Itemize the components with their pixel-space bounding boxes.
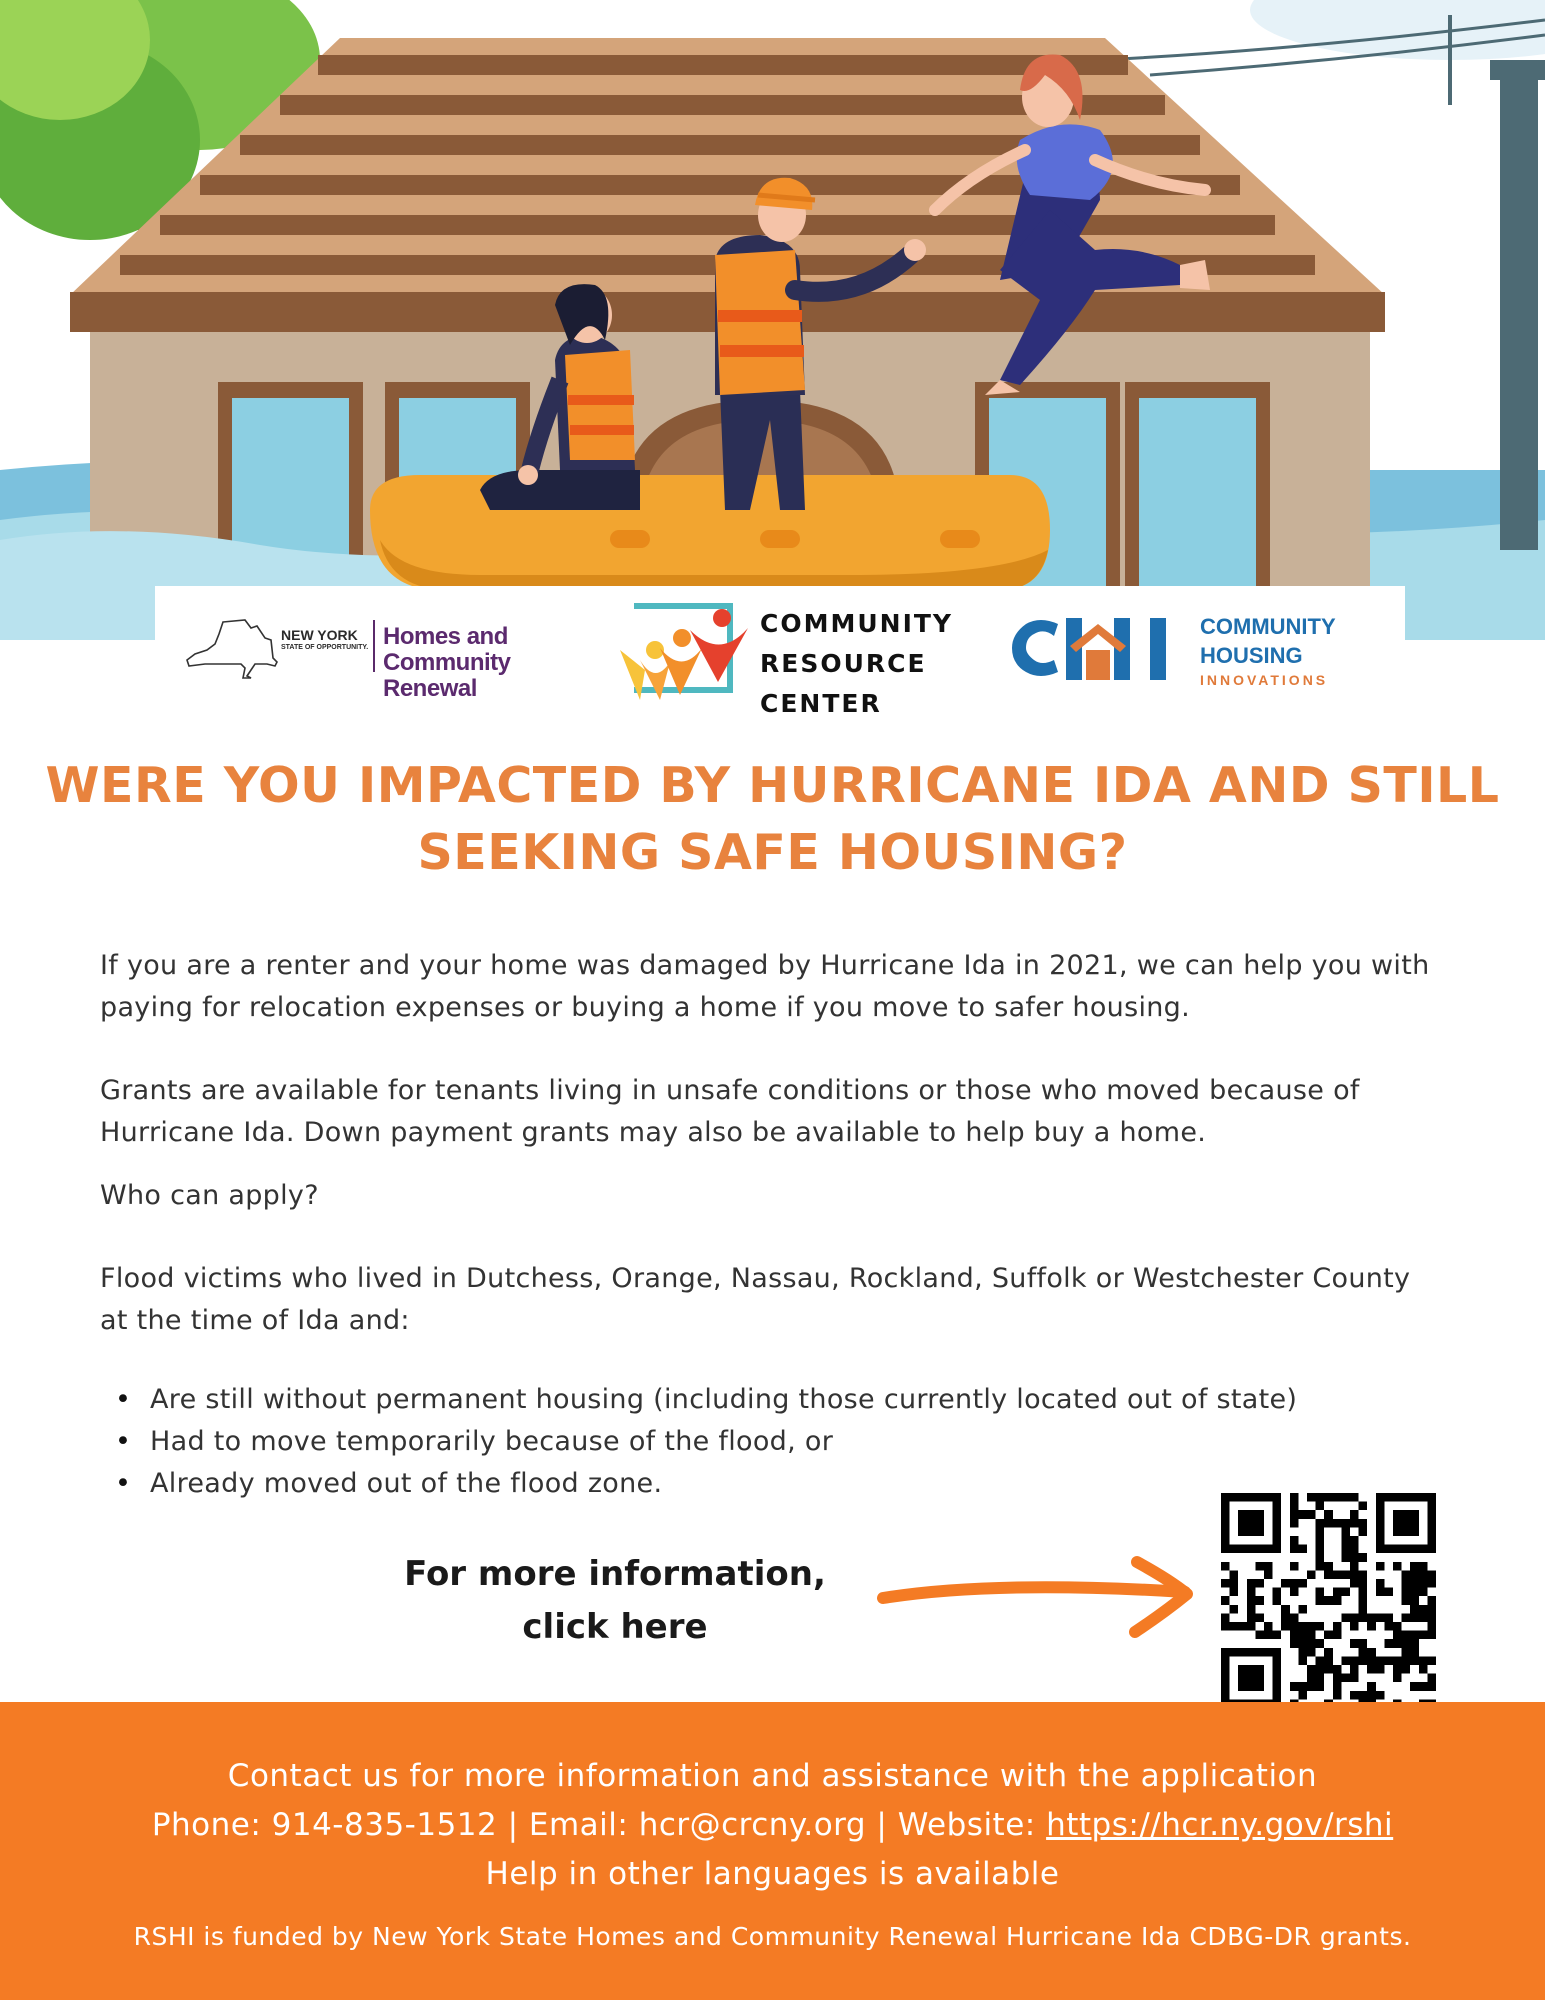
contact-heading: Contact us for more information and assistance with the application: [227, 1758, 1318, 1794]
chi-wordmark: COMMUNITY HOUSING INNOVATIONS: [1200, 614, 1336, 688]
more-info-link[interactable]: For more information, click here: [404, 1554, 826, 1647]
page-title: WERE YOU IMPACTED BY HURRICANE IDA AND STILL SEEKING SAFE HOUSING?: [45, 757, 1500, 881]
eligibility-heading: Who can apply?: [100, 1180, 319, 1211]
flood-rescue-illustration: [0, 0, 1545, 640]
languages-note: Help in other languages is available: [485, 1856, 1060, 1892]
nys-hcr-logo: [185, 586, 585, 706]
intro-paragraph: If you are a renter and your home was damaged by Hurricane Ida in 2021, we can help you with paying for relocation expenses or buying a home if you move to safer housing.: [100, 950, 1430, 1023]
grants-paragraph: Grants are available for tenants living in unsafe conditions or those who moved because of Hurricane Ida. Down payment grants may also be available to help buy a home.: [100, 1075, 1360, 1148]
nys-agency-name: Homes and Community Renewal: [383, 623, 511, 702]
chi-house-mark-icon: [1010, 606, 1190, 686]
logo-divider: [373, 620, 375, 672]
arrow-right-icon: [875, 1550, 1205, 1650]
list-item: • Already moved out of the flood zone.: [115, 1463, 1495, 1505]
funding-note: RSHI is funded by New York State Homes and Community Renewal Hurricane Ida CDBG-DR grants.: [133, 1922, 1412, 1951]
qr-code-icon: [1221, 1493, 1436, 1708]
crc-wordmark: COMMUNITY RESOURCE CENTER: [760, 609, 954, 718]
website-link[interactable]: https://hcr.ny.gov/rshi: [1046, 1807, 1394, 1843]
contact-details: [0, 1801, 1545, 1849]
new-york-state-outline-icon: [185, 618, 285, 680]
raft-icon: [370, 475, 1050, 590]
list-item: • Had to move temporarily because of the flood, or: [115, 1421, 1495, 1463]
crc-people-icon: [620, 600, 750, 706]
qr-code[interactable]: [1208, 1480, 1452, 1720]
list-item: • Are still without permanent housing (including those currently located out of state): [115, 1379, 1495, 1421]
nys-state-wordmark: NEW YORK STATE OF OPPORTUNITY.: [281, 627, 369, 651]
partner-logos: [155, 586, 1405, 718]
eligibility-paragraph: Flood victims who lived in Dutchess, Orange, Nassau, Rockland, Suffolk or Westchester County at the time of Ida and:: [100, 1263, 1411, 1336]
crc-logo: [620, 586, 980, 718]
phone-email-text: Phone: 914-835-1512 | Email: hcr@crcny.org | Website:: [151, 1807, 1047, 1843]
chi-logo: [1010, 586, 1390, 706]
contact-footer: [0, 1702, 1545, 2000]
